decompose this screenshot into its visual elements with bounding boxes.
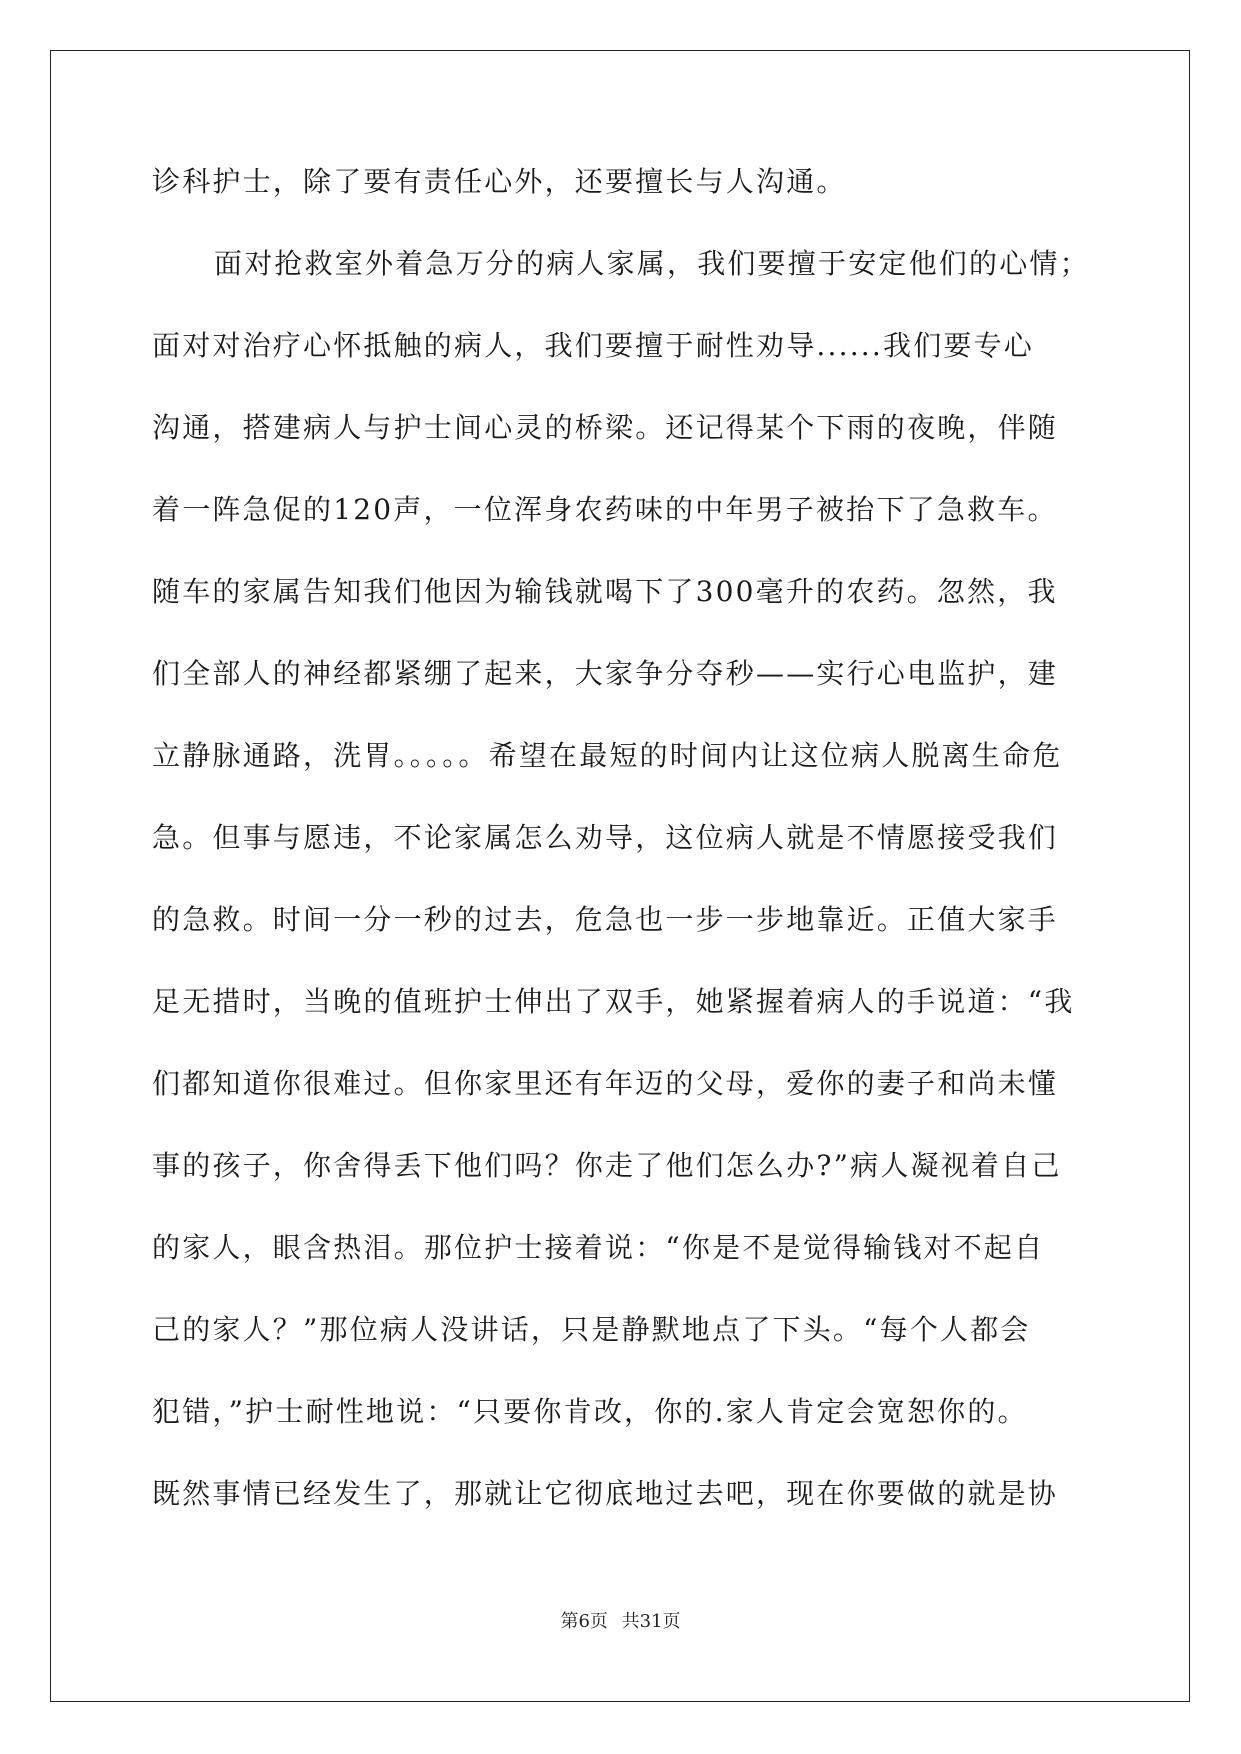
body-text: [152, 162, 1112, 1556]
text-line: 犯错，”护士耐性地说：“只要你肯改，你的.家人肯定会宽恕你的。: [152, 1395, 1028, 1428]
text-line: 的家人，眼含热泪。那位护士接着说：“你是不是觉得输钱对不起自: [152, 1231, 1045, 1264]
text-line: 事的孩子，你舍得丢下他们吗？你走了他们怎么办?”病人凝视着自己: [152, 1149, 1062, 1182]
text-line: 面对抢救室外着急万分的病人家属，我们要擅于安定他们的心情；: [214, 247, 1090, 280]
text-line: 着一阵急促的120声，一位浑身农药味的中年男子被抬下了急救车。: [152, 493, 1058, 526]
page-footer: [0, 1610, 1241, 1634]
text-line: 急。但事与愿违，不论家属怎么劝导，这位病人就是不情愿接受我们: [152, 821, 1059, 854]
text-line: 面对对治疗心怀抵触的病人，我们要擅于耐性劝导......我们要专心: [152, 329, 1035, 362]
text-line: 们全部人的神经都紧绷了起来，大家争分夺秒——实行心电监护，建: [152, 657, 1059, 690]
text-line: 立静脉通路，洗胃。。。。。希望在最短的时间内让这位病人脱离生命危: [152, 739, 1063, 772]
text-line: 的急救。时间一分一秒的过去，危急也一步一步地靠近。正值大家手: [152, 903, 1059, 936]
text-line: 足无措时，当晚的值班护士伸出了双手，她紧握着病人的手说道：“我: [152, 985, 1075, 1018]
text-line: 既然事情已经发生了，那就让它彻底地过去吧，现在你要做的就是协: [152, 1477, 1059, 1510]
text-line: 们都知道你很难过。但你家里还有年迈的父母，爱你的妻子和尚未懂: [152, 1067, 1059, 1100]
text-line: 随车的家属告知我们他因为输钱就喝下了300毫升的农药。忽然，我: [152, 575, 1058, 608]
page-total: 共31页: [621, 1611, 681, 1632]
text-line: 沟通，搭建病人与护士间心灵的桥梁。还记得某个下雨的夜晚，伴随: [152, 411, 1059, 444]
page-number: 第6页: [560, 1611, 608, 1632]
text-line: 诊科护士，除了要有责任心外，还要擅长与人沟通。: [152, 165, 847, 198]
text-line: 己的家人？”那位病人没讲话，只是静默地点了下头。“每个人都会: [152, 1313, 1031, 1346]
